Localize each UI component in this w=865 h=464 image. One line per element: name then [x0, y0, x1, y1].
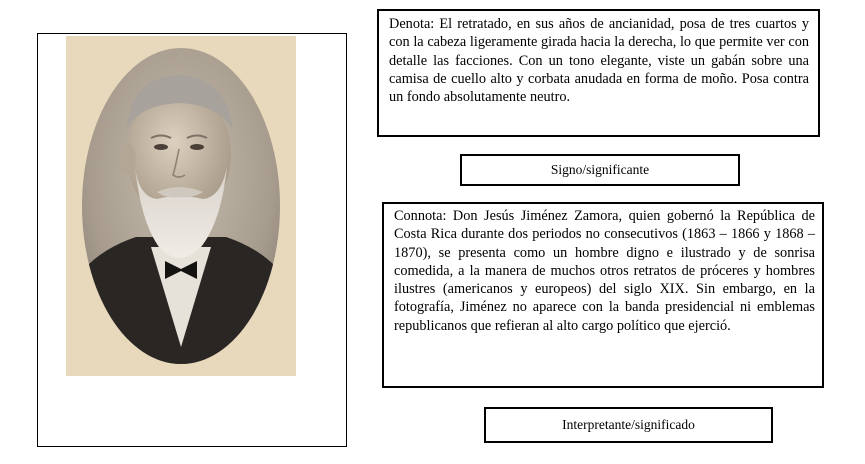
- connota-box: [382, 202, 824, 388]
- portrait-photo: [81, 47, 281, 365]
- denota-text: Denota: El retratado, en sus años de ancianidad, posa de tres cuartos y con la cabeza ligeramente girada hacia la derecha, lo que permite ver con detalle las facciones. Con un tono elegante, viste un gabán sobre una camisa de cuello alto y corbata anudada en forma de moño. Posa contra un fondo absolutamente neutro.: [389, 16, 809, 106]
- portrait-left-eye: [154, 144, 168, 150]
- portrait-ear: [120, 144, 136, 174]
- signo-label-box: [460, 154, 740, 186]
- connota-text: Connota: Don Jesús Jiménez Zamora, quien gobernó la República de Costa Rica durante dos periodos no consecutivos (1863 – 1866 y 1868 – 1870), se presenta como un hombre digno e ilustrado y de sonrisa comedida, a la manera de muchos otros retratos de próceres y hombres ilustres (americanos y europeos) del siglo XIX. Sin embargo, en la fotografía, Jiménez no aparece con la banda presidencial ni emblemas republicanos que refieran al alto cargo político que ejerció.: [394, 208, 815, 334]
- interpretante-label: Interpretante/significado: [562, 417, 695, 432]
- interpretante-label-box: [484, 407, 773, 443]
- photo-mount: [66, 36, 296, 376]
- portrait-right-eye: [190, 144, 204, 150]
- denota-box: [377, 9, 820, 137]
- signo-label: Signo/significante: [550, 162, 650, 177]
